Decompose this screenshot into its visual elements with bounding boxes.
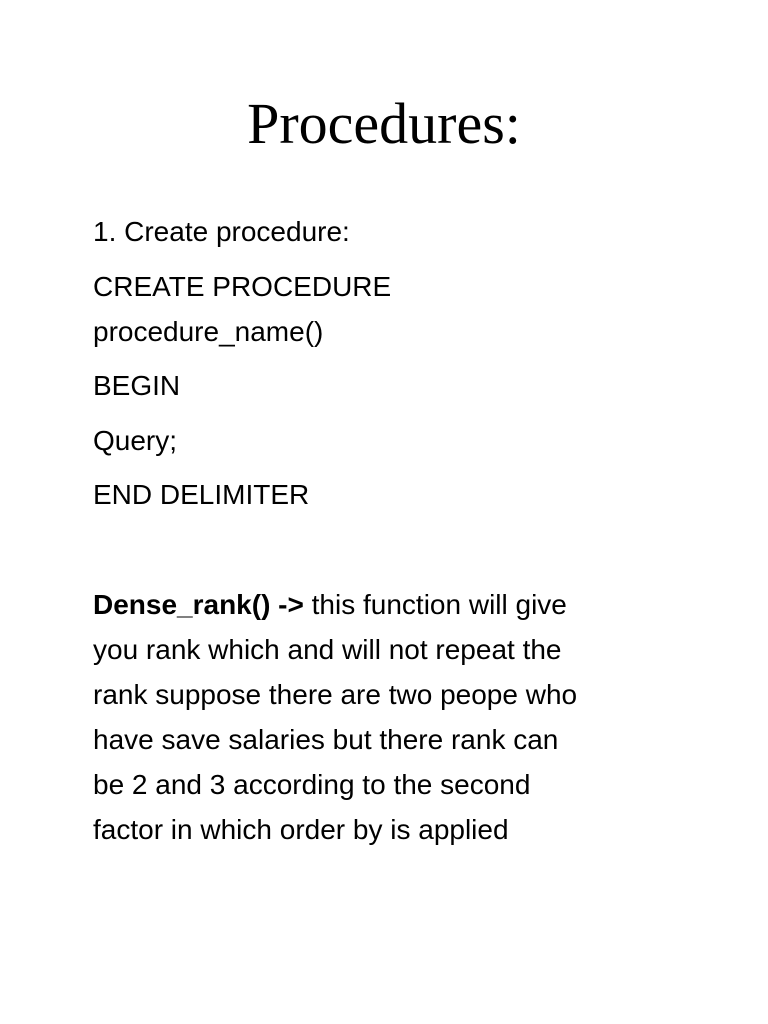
definition-line-3: rank suppose there are two peope who — [93, 679, 578, 710]
definition-line-6: factor in which order by is applied — [93, 814, 509, 845]
code-line-query: Query; — [93, 425, 178, 456]
definition-line-2: you rank which and will not repeat the — [93, 634, 562, 665]
step-heading: 1. Create procedure: — [93, 216, 350, 247]
code-line-end: END DELIMITER — [93, 479, 310, 510]
definition-term: Dense_rank() -> — [93, 589, 304, 620]
code-line-procedure-name: procedure_name() — [93, 316, 324, 347]
definition-line-4: have save salaries but there rank can — [93, 724, 559, 755]
page-title: Procedures: — [247, 91, 521, 156]
definition-first-line-text: this function will give — [303, 589, 567, 620]
code-line-create: CREATE PROCEDURE — [93, 271, 392, 302]
definition-line-5: be 2 and 3 according to the second — [93, 769, 531, 800]
definition-paragraph — [93, 582, 713, 852]
code-line-begin: BEGIN — [93, 370, 181, 401]
definition-line-1 — [93, 582, 713, 627]
